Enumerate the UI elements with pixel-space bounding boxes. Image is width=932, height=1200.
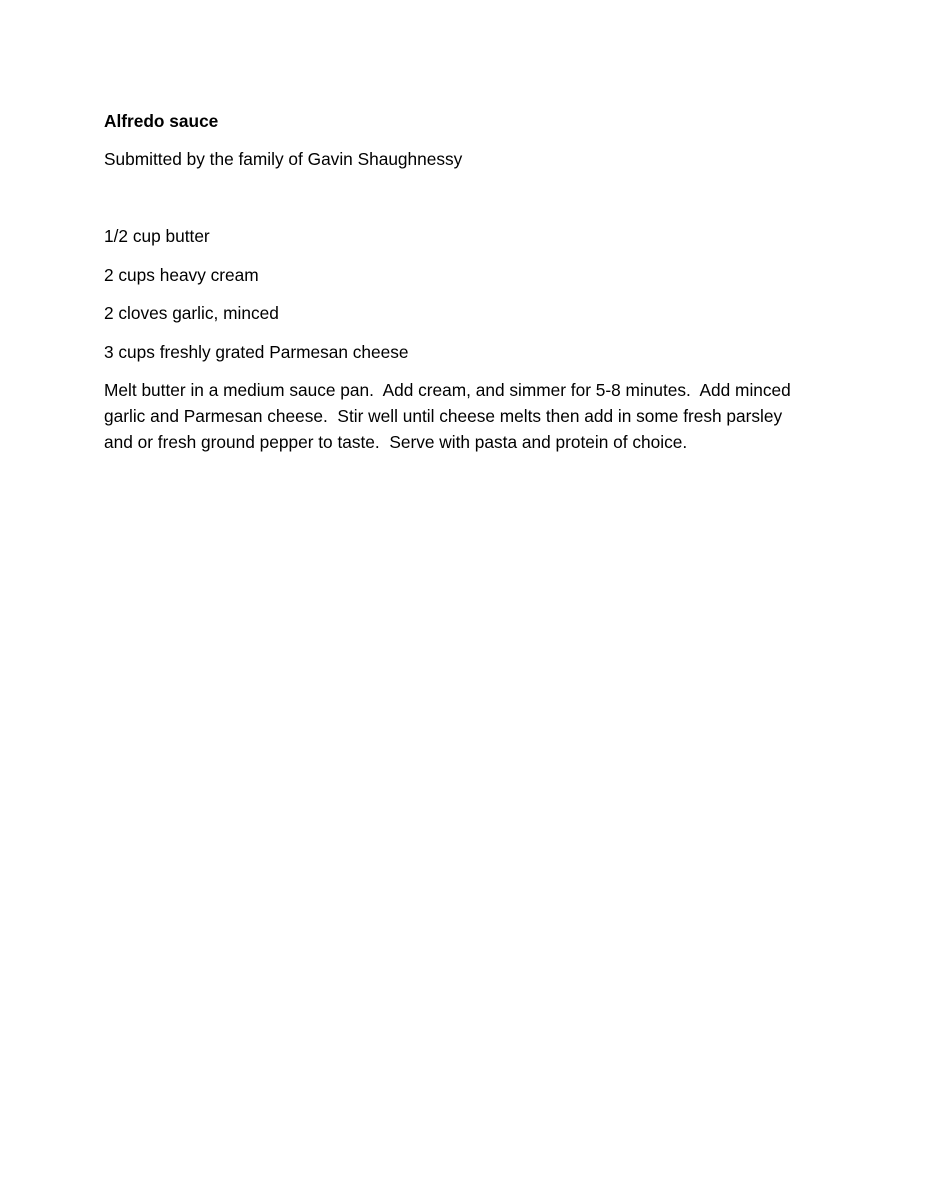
instructions-line: and or fresh ground pepper to taste. Serve with pasta and protein of choice. <box>104 432 688 452</box>
recipe-instructions <box>104 377 828 455</box>
recipe-title: Alfredo sauce <box>104 111 219 131</box>
ingredient-item: 2 cloves garlic, minced <box>104 303 279 323</box>
ingredient-item: 1/2 cup butter <box>104 226 210 246</box>
ingredient-item: 2 cups heavy cream <box>104 264 259 285</box>
recipe-byline: Submitted by the family of Gavin Shaughnessy <box>104 149 463 169</box>
instructions-line: garlic and Parmesan cheese. Stir well until cheese melts then add in some fresh parsley <box>104 406 783 426</box>
instructions-line: Melt butter in a medium sauce pan. Add cream, and simmer for 5-8 minutes. Add minced <box>104 380 791 400</box>
ingredient-item: 3 cups freshly grated Parmesan cheese <box>104 341 409 362</box>
ingredient-list <box>104 225 828 363</box>
recipe-content <box>104 110 828 455</box>
